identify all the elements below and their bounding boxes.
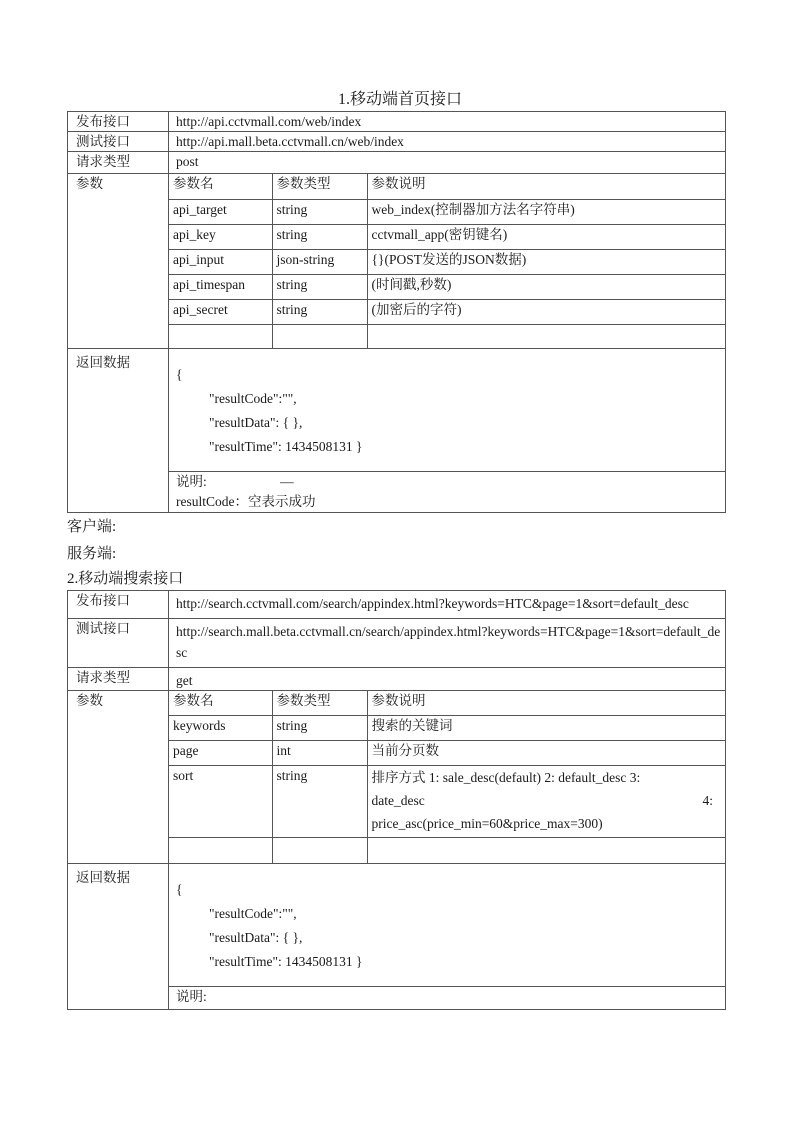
- param-name: api_key: [169, 224, 272, 249]
- param-name: keywords: [169, 715, 272, 740]
- param-header-name: 参数名: [169, 691, 272, 715]
- params-cell: [169, 174, 726, 349]
- param-type: string: [272, 199, 367, 224]
- param-header-type: 参数类型: [272, 691, 367, 715]
- return-json: [169, 864, 725, 986]
- param-type: int: [272, 740, 367, 765]
- param-type: string: [272, 299, 367, 324]
- note-dash: —: [280, 474, 294, 489]
- param-empty-cell: [367, 324, 725, 348]
- param-desc: (加密后的字符): [367, 299, 725, 324]
- note-text: resultCode：空表示成功: [176, 494, 316, 509]
- note-label-row: [176, 472, 725, 492]
- param-name: api_input: [169, 249, 272, 274]
- json-result-time: "resultTime": 1434508131 }: [209, 439, 363, 454]
- params-table: [169, 174, 725, 348]
- param-desc: {}(POST发送的JSON数据): [367, 249, 725, 274]
- test-label: 测试接口: [68, 132, 169, 152]
- section2-table: [67, 590, 726, 1010]
- section1-table: [67, 111, 726, 513]
- param-desc: 搜索的关键词: [367, 715, 725, 740]
- json-result-time: "resultTime": 1434508131 }: [209, 954, 363, 969]
- server-label: 服务端:: [67, 546, 117, 562]
- param-name: page: [169, 740, 272, 765]
- param-empty-cell: [367, 837, 725, 863]
- return-notes: [169, 986, 725, 1009]
- sort-desc-line3: price_asc(price_min=60&price_max=300): [371, 815, 603, 831]
- method-label: 请求类型: [68, 668, 169, 691]
- note-label: 说明:: [176, 989, 207, 1004]
- return-cell: [169, 349, 726, 513]
- return-cell: [169, 864, 726, 1010]
- return-label: 返回数据: [68, 349, 169, 513]
- return-notes: [169, 471, 725, 512]
- method-label: 请求类型: [68, 152, 169, 174]
- publish-label: 发布接口: [68, 112, 169, 132]
- json-result-data: "resultData": { },: [209, 930, 303, 945]
- json-result-code: "resultCode":"",: [209, 906, 297, 921]
- sort-desc-num: 4:: [702, 792, 713, 808]
- return-json: [169, 349, 725, 471]
- params-label: 参数: [68, 174, 169, 349]
- param-type: string: [272, 765, 367, 837]
- param-desc: web_index(控制器加方法名字符串): [367, 199, 725, 224]
- param-desc: (时间戳,秒数): [367, 274, 725, 299]
- params-cell: [169, 691, 726, 864]
- param-header-type: 参数类型: [272, 174, 367, 199]
- param-desc: 当前分页数: [367, 740, 725, 765]
- publish-url: http://search.cctvmall.com/search/appindex.html?keywords=HTC&page=1&sort=default_desc: [169, 591, 726, 619]
- param-name: api_timespan: [169, 274, 272, 299]
- param-header-desc: 参数说明: [367, 174, 725, 199]
- return-label: 返回数据: [68, 864, 169, 1010]
- sort-desc-date: date_desc: [371, 792, 425, 808]
- params-table: [169, 691, 725, 863]
- param-empty-cell: [272, 324, 367, 348]
- param-type: string: [272, 274, 367, 299]
- method-value: post: [169, 152, 726, 174]
- param-type: string: [272, 715, 367, 740]
- note-label: 说明:: [176, 474, 207, 489]
- param-empty-cell: [272, 837, 367, 863]
- json-result-data: "resultData": { },: [209, 415, 303, 430]
- param-name: api_target: [169, 199, 272, 224]
- params-label: 参数: [68, 691, 169, 864]
- sort-desc-line1: 排序方式 1: sale_desc(default) 2: default_desc 3:: [371, 769, 641, 785]
- test-label: 测试接口: [68, 619, 169, 668]
- param-type: string: [272, 224, 367, 249]
- param-desc-sort: [367, 765, 725, 837]
- param-name: api_secret: [169, 299, 272, 324]
- param-type: json-string: [272, 249, 367, 274]
- client-label: 客户端:: [67, 519, 117, 535]
- param-empty-cell: [169, 324, 272, 348]
- json-result-code: "resultCode":"",: [209, 391, 297, 406]
- param-header-name: 参数名: [169, 174, 272, 199]
- param-name: sort: [169, 765, 272, 837]
- publish-label: 发布接口: [68, 591, 169, 619]
- sort-desc-line2: [372, 789, 720, 812]
- json-open: {: [176, 367, 183, 382]
- section2-title: 2.移动端搜索接口: [67, 571, 184, 587]
- json-open: {: [176, 882, 183, 897]
- param-header-desc: 参数说明: [367, 691, 725, 715]
- param-desc: cctvmall_app(密钥键名): [367, 224, 725, 249]
- publish-url: http://api.cctvmall.com/web/index: [169, 112, 726, 132]
- method-value: get: [169, 668, 726, 691]
- section1-title: 1.移动端首页接口: [337, 91, 462, 108]
- test-url: http://search.mall.beta.cctvmall.cn/search/appindex.html?keywords=HTC&page=1&sort=default_desc: [169, 619, 726, 668]
- param-empty-cell: [169, 837, 272, 863]
- test-url: http://api.mall.beta.cctvmall.cn/web/index: [169, 132, 726, 152]
